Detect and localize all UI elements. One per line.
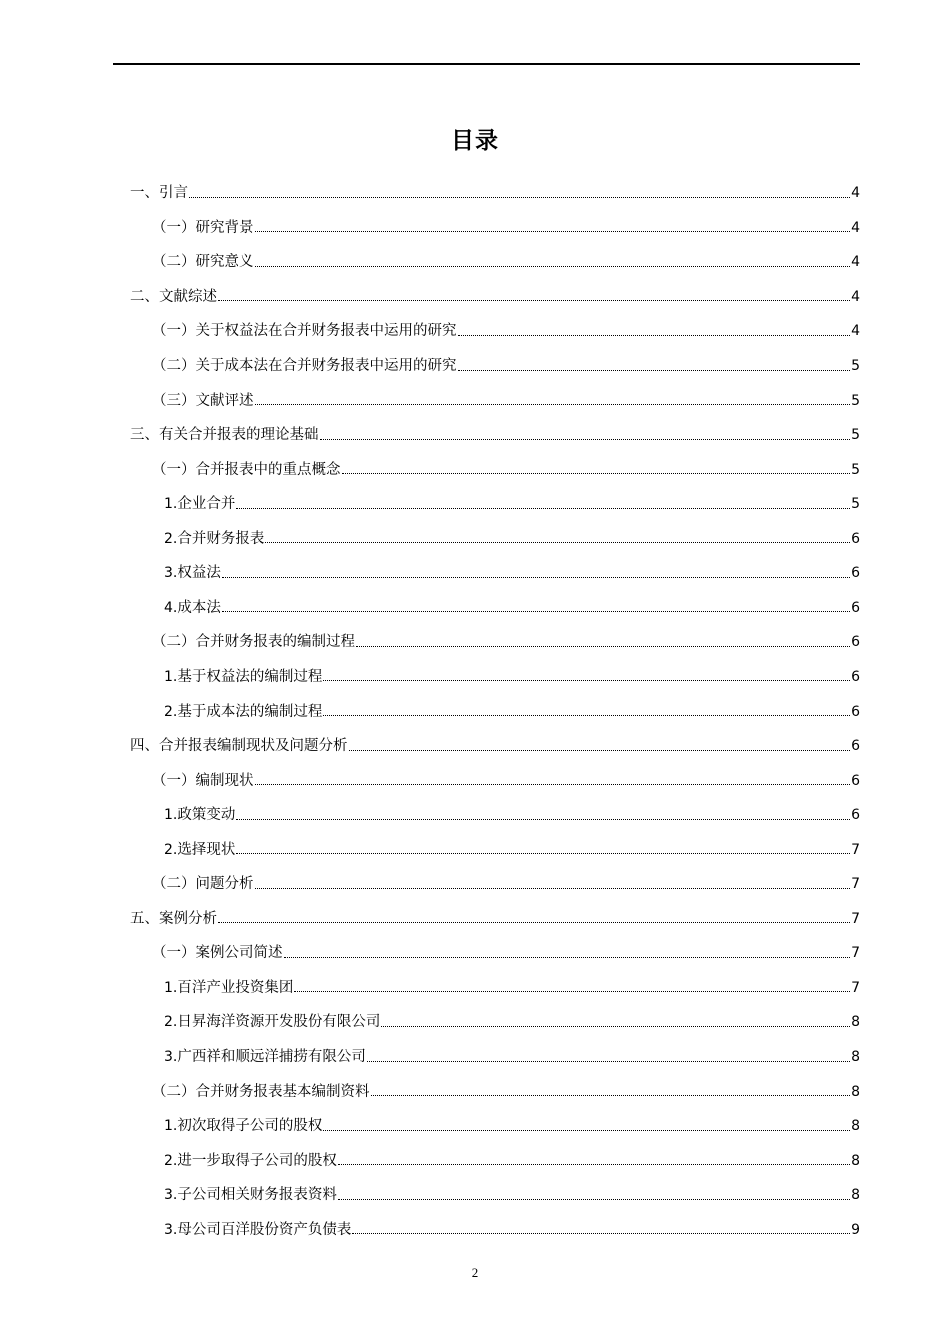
toc-entry-label bbox=[152, 771, 254, 791]
toc-entry-label bbox=[164, 667, 322, 687]
toc-entry[interactable] bbox=[0, 314, 860, 349]
toc-entry-page: 6 bbox=[851, 599, 860, 616]
dot-leader bbox=[255, 266, 851, 267]
toc-entry-label bbox=[164, 840, 235, 860]
toc-entry-page: 8 bbox=[851, 1083, 860, 1100]
toc-entry-page: 5 bbox=[851, 392, 860, 409]
toc-entry-text: 选择现状 bbox=[177, 841, 236, 858]
toc-entry[interactable] bbox=[0, 418, 860, 453]
toc-entry-page: 6 bbox=[851, 703, 860, 720]
toc-entry[interactable] bbox=[0, 971, 860, 1006]
toc-entry-text: （一）关于权益法在合并财务报表中运用的研究 bbox=[152, 323, 457, 340]
toc-entry-text: （一）研究背景 bbox=[152, 219, 254, 236]
dot-leader bbox=[218, 922, 850, 923]
dot-leader bbox=[236, 853, 850, 854]
page-number: 2 bbox=[471, 1265, 479, 1280]
toc-entry-label bbox=[164, 1220, 351, 1240]
dot-leader bbox=[236, 819, 850, 820]
toc-entry[interactable] bbox=[0, 383, 860, 418]
dot-leader bbox=[255, 888, 851, 889]
toc-entry-label bbox=[130, 736, 348, 756]
dot-leader bbox=[189, 197, 850, 198]
dot-leader bbox=[236, 508, 850, 509]
toc-entry-label bbox=[152, 218, 254, 238]
toc-entry-page: 7 bbox=[851, 945, 860, 962]
toc-entry-label bbox=[152, 874, 254, 894]
toc-entry-label bbox=[152, 252, 254, 272]
toc-entry-label bbox=[164, 1012, 380, 1032]
toc-entry-label bbox=[164, 1116, 322, 1136]
toc-entry-page: 6 bbox=[851, 634, 860, 651]
toc-entry[interactable] bbox=[0, 660, 860, 695]
page-title: 目录 bbox=[451, 128, 499, 154]
toc-entry[interactable] bbox=[0, 1178, 860, 1213]
toc-entry-page: 5 bbox=[851, 496, 860, 513]
toc-entry-text: 基于成本法的编制过程 bbox=[177, 703, 323, 720]
dot-leader bbox=[367, 1061, 850, 1062]
dot-leader bbox=[323, 1130, 850, 1131]
dot-leader bbox=[323, 680, 850, 681]
dot-leader bbox=[342, 473, 851, 474]
toc-entry-page: 4 bbox=[851, 254, 860, 271]
toc-entry-label bbox=[152, 321, 457, 341]
toc-entry-text: 权益法 bbox=[177, 565, 221, 582]
toc-entry[interactable] bbox=[0, 349, 860, 384]
toc-entry-page: 8 bbox=[851, 1014, 860, 1031]
dot-leader bbox=[381, 1026, 850, 1027]
toc-entry[interactable] bbox=[0, 591, 860, 626]
toc-entry[interactable] bbox=[0, 798, 860, 833]
toc-entry-page: 5 bbox=[851, 358, 860, 375]
dot-leader bbox=[255, 784, 851, 785]
toc-entry-text: （一）案例公司简述 bbox=[152, 945, 283, 962]
toc-entry-text: （一）合并报表中的重点概念 bbox=[152, 461, 341, 478]
toc-entry[interactable] bbox=[0, 522, 860, 557]
header-rule bbox=[113, 63, 860, 65]
toc-entry-number: 3. bbox=[164, 565, 178, 582]
toc-entry-text: （三）文献评述 bbox=[152, 392, 254, 409]
toc-entry-text: 一、引言 bbox=[130, 185, 188, 202]
toc-entry-number: 1. bbox=[164, 807, 178, 824]
toc-entry-text: 子公司相关财务报表资料 bbox=[177, 1187, 337, 1204]
toc-entry-page: 4 bbox=[851, 323, 860, 340]
toc-entry[interactable] bbox=[0, 280, 860, 315]
toc-entry-text: 政策变动 bbox=[177, 807, 236, 824]
toc-entry-page: 6 bbox=[851, 565, 860, 582]
dot-leader bbox=[458, 335, 851, 336]
toc-entry-label bbox=[152, 460, 341, 480]
toc-entry-text: 母公司百洋股份资产负债表 bbox=[177, 1221, 352, 1238]
toc-entry-number: 2. bbox=[164, 1014, 178, 1031]
toc-entry-text: 广西祥和顺远洋捕捞有限公司 bbox=[177, 1049, 366, 1066]
toc-entry-label bbox=[152, 391, 254, 411]
dot-leader bbox=[338, 1164, 850, 1165]
toc-entry[interactable] bbox=[0, 1213, 860, 1248]
dot-leader bbox=[338, 1199, 850, 1200]
toc-entry[interactable] bbox=[0, 1040, 860, 1075]
toc-entry-label bbox=[130, 909, 217, 929]
toc-entry-page: 8 bbox=[851, 1118, 860, 1135]
toc-entry-number: 1. bbox=[164, 979, 178, 996]
toc-entry-page: 6 bbox=[851, 738, 860, 755]
toc-entry-text: 二、文献综述 bbox=[130, 288, 217, 305]
toc-entry-text: （二）问题分析 bbox=[152, 876, 254, 893]
dot-leader bbox=[222, 577, 850, 578]
toc-entry[interactable] bbox=[0, 487, 860, 522]
dot-leader bbox=[349, 750, 851, 751]
toc-entry-label bbox=[130, 183, 188, 203]
toc-entry[interactable] bbox=[0, 763, 860, 798]
dot-leader bbox=[371, 1095, 851, 1096]
toc-entry-number: 4. bbox=[164, 599, 178, 616]
toc-entry-label bbox=[164, 1185, 337, 1205]
toc-entry-number: 2. bbox=[164, 841, 178, 858]
toc-entry-page: 9 bbox=[851, 1221, 860, 1238]
dot-leader bbox=[255, 404, 851, 405]
toc-entry-number: 2. bbox=[164, 530, 178, 547]
toc-entry-text: 合并财务报表 bbox=[177, 530, 265, 547]
toc-entry-label bbox=[164, 529, 264, 549]
toc-entry-label bbox=[164, 805, 235, 825]
dot-leader bbox=[284, 957, 851, 958]
dot-leader bbox=[294, 991, 850, 992]
dot-leader bbox=[218, 300, 850, 301]
toc-entry[interactable] bbox=[0, 694, 860, 729]
toc-entry-label bbox=[164, 978, 293, 998]
toc-entry-page: 7 bbox=[851, 979, 860, 996]
toc-entry[interactable] bbox=[0, 176, 860, 211]
toc-entry-label bbox=[164, 494, 235, 514]
toc-entry[interactable] bbox=[0, 625, 860, 660]
toc-entry-text: 四、合并报表编制现状及问题分析 bbox=[130, 738, 348, 755]
toc-entry-text: 三、有关合并报表的理论基础 bbox=[130, 427, 319, 444]
toc-entry-number: 1. bbox=[164, 496, 178, 513]
toc-entry[interactable] bbox=[0, 936, 860, 971]
toc-entry-page: 6 bbox=[851, 530, 860, 547]
toc-entry-page: 8 bbox=[851, 1049, 860, 1066]
toc-entry[interactable] bbox=[0, 1074, 860, 1109]
toc-entry-page: 4 bbox=[851, 288, 860, 305]
toc-entry-text: 日昇海洋资源开发股份有限公司 bbox=[177, 1014, 381, 1031]
toc-entry-label bbox=[164, 598, 221, 618]
dot-leader bbox=[222, 611, 850, 612]
toc-entry-text: 五、案例分析 bbox=[130, 910, 217, 927]
toc-entry-text: 百洋产业投资集团 bbox=[177, 979, 294, 996]
toc-entry-label bbox=[152, 1082, 370, 1102]
toc-entry-number: 1. bbox=[164, 1118, 178, 1135]
dot-leader bbox=[265, 542, 850, 543]
toc-entry-label bbox=[152, 356, 457, 376]
toc-entry-text: （一）编制现状 bbox=[152, 772, 254, 789]
toc-entry-label bbox=[164, 1047, 366, 1067]
toc-entry-text: 进一步取得子公司的股权 bbox=[177, 1152, 337, 1169]
dot-leader bbox=[356, 646, 850, 647]
toc-entry[interactable] bbox=[0, 867, 860, 902]
toc-entry-number: 1. bbox=[164, 668, 178, 685]
toc-entry-text: 成本法 bbox=[177, 599, 221, 616]
toc-entry-label bbox=[130, 425, 319, 445]
toc-entry[interactable] bbox=[0, 556, 860, 591]
toc-entry-text: （二）关于成本法在合并财务报表中运用的研究 bbox=[152, 358, 457, 375]
toc-entry-number: 3. bbox=[164, 1049, 178, 1066]
toc-entry-page: 5 bbox=[851, 427, 860, 444]
toc-entry-text: 企业合并 bbox=[177, 496, 236, 513]
toc-entry[interactable] bbox=[0, 1109, 860, 1144]
toc-entry[interactable] bbox=[0, 211, 860, 246]
toc-entry-page: 7 bbox=[851, 876, 860, 893]
dot-leader bbox=[323, 715, 850, 716]
toc-entry-text: 初次取得子公司的股权 bbox=[177, 1118, 323, 1135]
dot-leader bbox=[320, 439, 851, 440]
toc-entry[interactable] bbox=[0, 902, 860, 937]
toc-entry-label bbox=[152, 632, 355, 652]
toc-entry-page: 4 bbox=[851, 185, 860, 202]
toc-entry[interactable] bbox=[0, 1143, 860, 1178]
toc-entry[interactable] bbox=[0, 452, 860, 487]
toc-entry-label bbox=[130, 287, 217, 307]
toc-entry[interactable] bbox=[0, 729, 860, 764]
toc-entry-number: 3. bbox=[164, 1187, 178, 1204]
toc-entry-text: 基于权益法的编制过程 bbox=[177, 668, 323, 685]
toc-entry-page: 6 bbox=[851, 772, 860, 789]
toc-entry[interactable] bbox=[0, 832, 860, 867]
toc-entry-label bbox=[152, 943, 283, 963]
toc-entry-text: （二）合并财务报表的编制过程 bbox=[152, 634, 355, 651]
toc-entry-page: 8 bbox=[851, 1152, 860, 1169]
toc-entry-page: 6 bbox=[851, 807, 860, 824]
toc-entry-number: 2. bbox=[164, 703, 178, 720]
dot-leader bbox=[255, 231, 851, 232]
toc-entry-number: 2. bbox=[164, 1152, 178, 1169]
toc-entry-page: 4 bbox=[851, 219, 860, 236]
toc-entry-page: 8 bbox=[851, 1187, 860, 1204]
toc-entry-label bbox=[164, 702, 322, 722]
toc-entry[interactable] bbox=[0, 245, 860, 280]
toc-entry-label bbox=[164, 563, 221, 583]
toc-entry-page: 5 bbox=[851, 461, 860, 478]
toc-entry-number: 3. bbox=[164, 1221, 178, 1238]
toc-entry-text: （二）研究意义 bbox=[152, 254, 254, 271]
dot-leader bbox=[352, 1233, 850, 1234]
toc-entry-text: （二）合并财务报表基本编制资料 bbox=[152, 1083, 370, 1100]
toc-entry-page: 6 bbox=[851, 668, 860, 685]
toc-entry-label bbox=[164, 1151, 337, 1171]
toc-entry[interactable] bbox=[0, 1005, 860, 1040]
toc-entry-page: 7 bbox=[851, 910, 860, 927]
dot-leader bbox=[458, 370, 851, 371]
toc-entry-page: 7 bbox=[851, 841, 860, 858]
